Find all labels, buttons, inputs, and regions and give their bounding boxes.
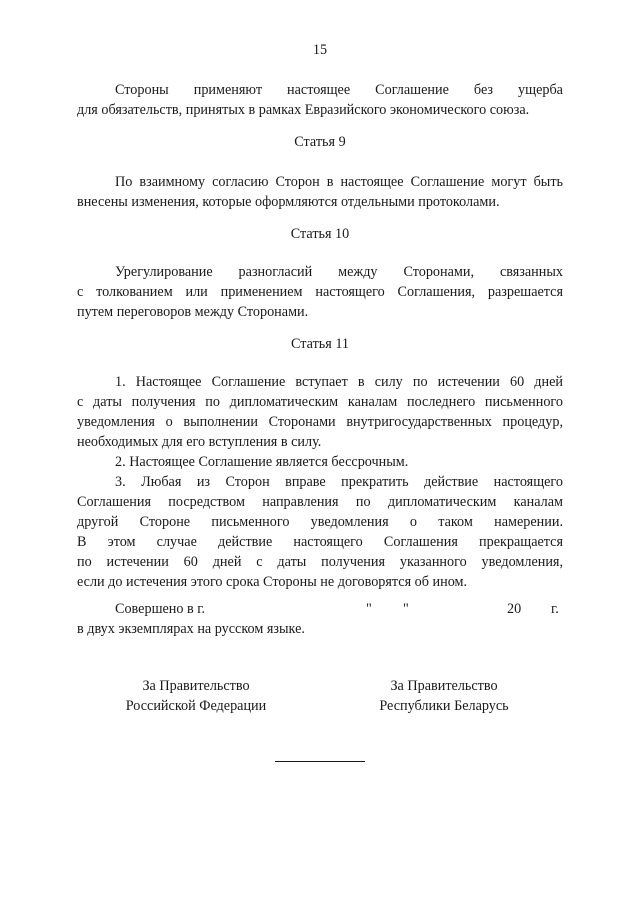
year-suffix: г. bbox=[551, 601, 559, 617]
text-line: 3. Любая из Сторон вправе прекратить действие настоящего bbox=[115, 474, 563, 490]
text-line: необходимых для его вступления в силу. bbox=[77, 434, 322, 450]
text-line: путем переговоров между Сторонами. bbox=[77, 304, 309, 320]
signing-place-date bbox=[77, 599, 563, 619]
year-prefix: 20 bbox=[507, 601, 522, 617]
text-line: 1. Настоящее Соглашение вступает в силу по истечении 60 дней bbox=[115, 374, 563, 390]
text-line: внесены изменения, которые оформляются отдельными протоколами. bbox=[77, 194, 500, 210]
text-line: если до истечения этого срока Стороны не договорятся об ином. bbox=[77, 574, 468, 590]
signature-line: За Правительство bbox=[142, 678, 250, 694]
page-number: 15 bbox=[312, 42, 328, 58]
text-line: уведомления о выполнении Сторонами внутригосударственных процедур, bbox=[77, 414, 563, 430]
text-line: 2. Настоящее Соглашение является бессрочным. bbox=[115, 454, 409, 470]
quote-close: " bbox=[403, 601, 409, 617]
text-line: в двух экземплярах на русском языке. bbox=[77, 621, 305, 637]
paragraph-amendments bbox=[77, 172, 563, 212]
end-divider bbox=[275, 761, 365, 762]
article-9-heading: Статья 9 bbox=[294, 134, 346, 150]
text-line: По взаимному согласию Сторон в настоящее Соглашение могут быть bbox=[115, 174, 563, 190]
paragraph-termination bbox=[77, 472, 563, 592]
text-line: для обязательств, принятых в рамках Евразийского экономического союза. bbox=[77, 102, 530, 118]
quote-open: " bbox=[366, 601, 372, 617]
text-line: с даты получения по дипломатическим каналам последнего письменного bbox=[77, 394, 563, 410]
article-10-heading: Статья 10 bbox=[290, 226, 350, 242]
paragraph-entry-into-force bbox=[77, 372, 563, 452]
signature-line: Республики Беларусь bbox=[379, 698, 509, 714]
signature-line: За Правительство bbox=[390, 678, 498, 694]
signature-block-russia bbox=[86, 676, 306, 716]
paragraph-eaeu-obligations bbox=[77, 80, 563, 120]
paragraph-disputes bbox=[77, 262, 563, 322]
text-line: по истечении 60 дней с даты получения указанного уведомления, bbox=[77, 554, 563, 570]
text-line: другой Стороне письменного уведомления о таком намерении. bbox=[77, 514, 563, 530]
text-line: Соглашения посредством направления по дипломатическим каналам bbox=[77, 494, 563, 510]
signature-line: Российской Федерации bbox=[125, 698, 267, 714]
text-line: с толкованием или применением настоящего Соглашения, разрешается bbox=[77, 284, 563, 300]
paragraph-indefinite bbox=[77, 452, 563, 472]
done-in-label: Совершено в г. bbox=[115, 601, 206, 617]
signature-block-belarus bbox=[334, 676, 554, 716]
text-line: Стороны применяют настоящее Соглашение без ущерба bbox=[115, 82, 563, 98]
text-line: В этом случае действие настоящего Соглашения прекращается bbox=[77, 534, 563, 550]
copies-statement bbox=[77, 619, 563, 639]
article-11-heading: Статья 11 bbox=[291, 336, 349, 352]
text-line: Урегулирование разногласий между Сторонами, связанных bbox=[115, 264, 563, 280]
